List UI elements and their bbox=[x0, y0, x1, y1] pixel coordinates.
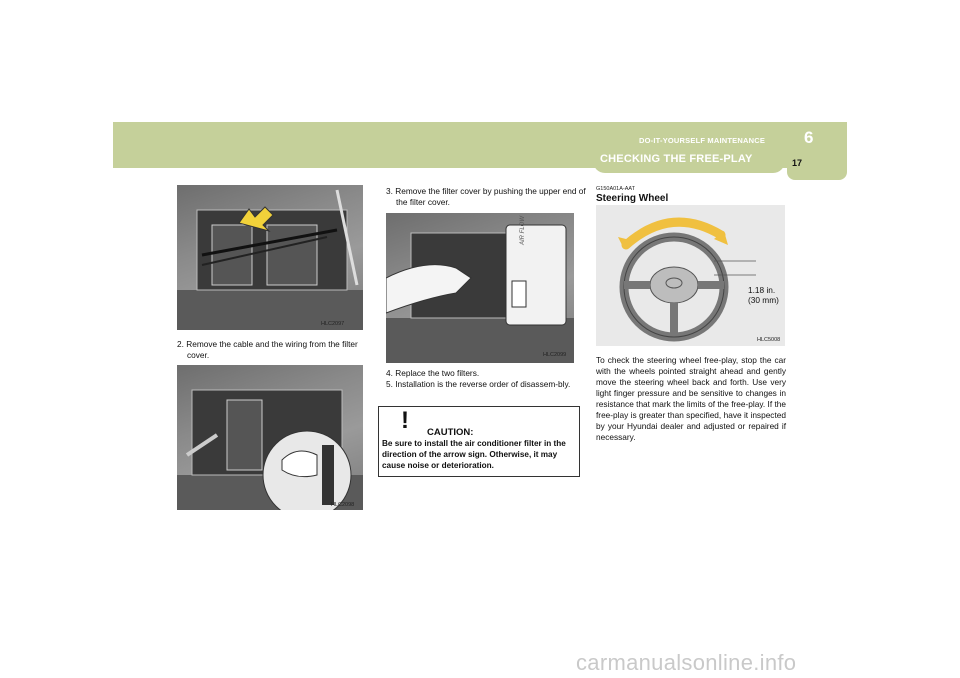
free-play-measure bbox=[748, 285, 779, 305]
step-4-text: 4. Replace the two filters. bbox=[386, 368, 480, 378]
watermark: carmanualsonline.info bbox=[576, 650, 797, 675]
measure-mm: (30 mm) bbox=[748, 295, 779, 305]
figure-code: HLC2097 bbox=[321, 321, 345, 327]
figure-code: HLC2099 bbox=[543, 352, 567, 358]
airflow-label: AIR FLOW bbox=[520, 215, 526, 245]
page-number: 17 bbox=[792, 158, 803, 168]
steering-heading: Steering Wheel bbox=[596, 193, 669, 204]
figure-code: HLC5008 bbox=[757, 337, 781, 343]
step-2-text: 2. Remove the cable and the wiring from the filter cover. bbox=[177, 339, 358, 360]
step-5-text: 5. Installation is the reverse order of disassem-bly. bbox=[386, 379, 571, 389]
caution-text: Be sure to install the air conditioner filter in the direction of the arrow sign. Otherwise, it may cause noise or deterioration. bbox=[382, 439, 566, 470]
figure-steering-wheel bbox=[596, 205, 785, 346]
warning-icon: ! bbox=[401, 407, 409, 434]
figure-filter-cover-remove bbox=[177, 365, 363, 510]
chapter-number: 6 bbox=[804, 128, 814, 147]
topic-title: CHECKING THE FREE-PLAY bbox=[600, 153, 753, 165]
reference-code: G150A01A-AAT bbox=[596, 186, 636, 192]
section-title: DO-IT-YOURSELF MAINTENANCE bbox=[639, 136, 766, 145]
figure-code: HLC2098 bbox=[331, 502, 355, 508]
step-3-text: 3. Remove the filter cover by pushing the upper end of the filter cover. bbox=[386, 186, 586, 207]
figure-filter-airflow bbox=[386, 213, 574, 363]
figure-glovebox-cable bbox=[177, 185, 363, 330]
steering-body: To check the steering wheel free-play, stop the car with the wheels pointed straight ahead and gently move the steering wheel back and forth. Use very light finger pressure and be sensitive to changes in resistance that mark the limits of the free-play. If the free-play is greater than specified, have it inspected by your Hyundai dealer and adjusted or repaired if necessary. bbox=[596, 355, 786, 442]
measure-inches: 1.18 in. bbox=[748, 285, 776, 295]
caution-heading: CAUTION: bbox=[427, 427, 474, 438]
